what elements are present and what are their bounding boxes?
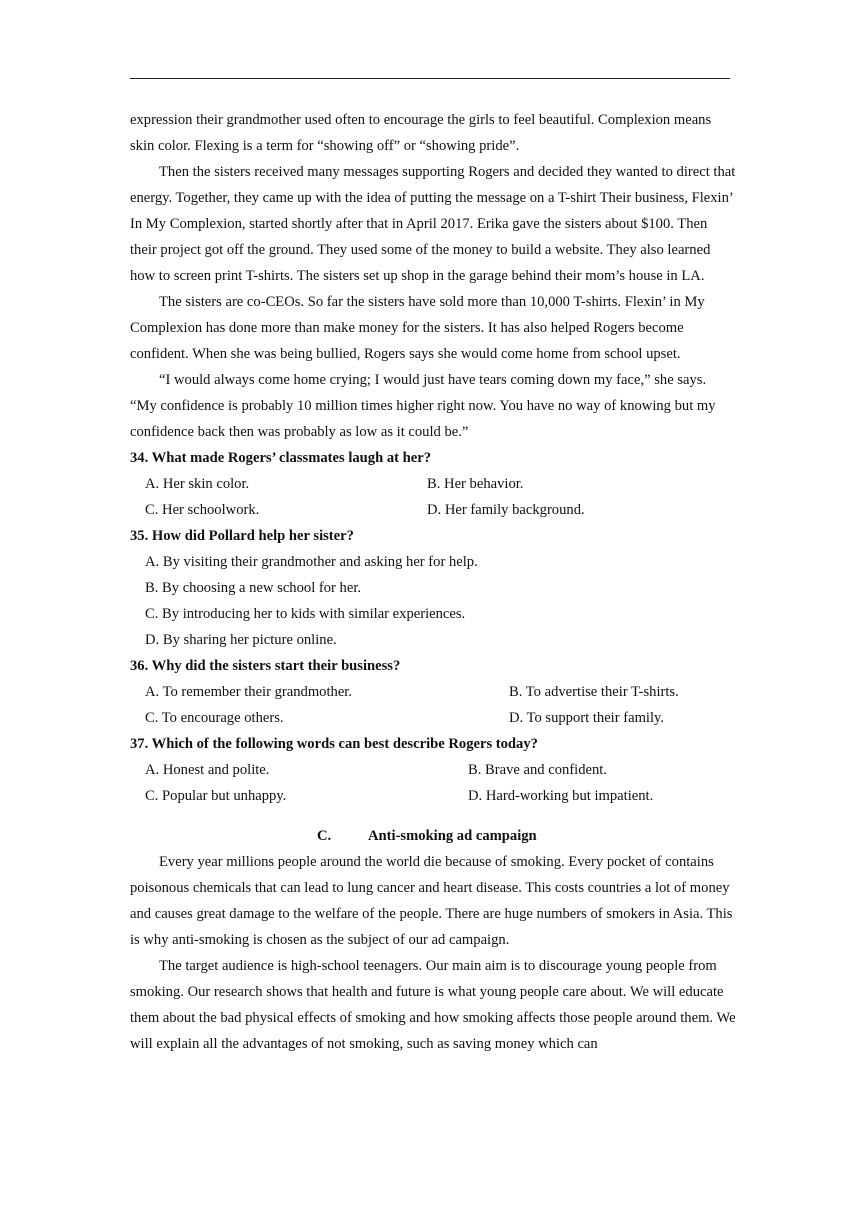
option-b: B. Brave and confident. bbox=[468, 762, 608, 778]
passage-c-paragraph-1: Every year millions people around the world die because of smoking. Every pocket of contains poisonous chemicals that can lead to lung cancer and heart disease. This costs countries a lot of money and causes great damage to the welfare of the people. There are huge numbers of smokers in Asia. This is why anti-smoking is chosen as the subject of our ad campaign. bbox=[130, 854, 733, 948]
option-d: D. Hard-working but impatient. bbox=[468, 788, 654, 804]
option-d: D. To support their family. bbox=[509, 710, 665, 726]
option-a: A. To remember their grandmother. bbox=[145, 684, 353, 700]
document-page bbox=[130, 107, 736, 1057]
question-stem: 36. Why did the sisters start their business? bbox=[130, 658, 401, 674]
option-a: A. Honest and polite. bbox=[145, 762, 270, 778]
option-c: C. By introducing her to kids with similar experiences. bbox=[145, 606, 466, 622]
passage-c-paragraph-2: The target audience is high-school teenagers. Our main aim is to discourage young people from smoking. Our research shows that health and future is what young people care about. We will educate them about the bad physical effects of smoking and how smoking affects those people around them. We will explain all the advantages of not smoking, such as saving money which can bbox=[130, 958, 736, 1052]
option-c: C. Popular but unhappy. bbox=[145, 788, 287, 804]
option-row bbox=[130, 497, 736, 523]
option-d: D. Her family background. bbox=[427, 502, 585, 518]
question-stem: 34. What made Rogers’ classmates laugh at her? bbox=[130, 450, 432, 466]
option-a: A. Her skin color. bbox=[145, 476, 250, 492]
passage-b-paragraph-2: Then the sisters received many messages supporting Rogers and decided they wanted to direct that energy. Together, they came up with the idea of putting the message on a T-shirt Their business, Flexin’ In My Complexion, started shortly after that in April 2017. Erika gave the sisters about $100. Then their project got off the ground. They used some of the money to build a website. They also learned how to screen print T-shirts. The sisters set up shop in the garage behind their mom’s house in LA. bbox=[130, 164, 736, 284]
option-d: D. By sharing her picture online. bbox=[145, 632, 337, 648]
option-c: C. Her schoolwork. bbox=[145, 502, 260, 518]
header-rule bbox=[130, 78, 730, 79]
option-row bbox=[130, 757, 736, 783]
question-35 bbox=[130, 523, 736, 653]
question-37 bbox=[130, 731, 736, 809]
option-row bbox=[130, 471, 736, 497]
option-b: B. Her behavior. bbox=[427, 476, 524, 492]
question-34 bbox=[130, 445, 736, 523]
section-letter: C. bbox=[317, 828, 332, 844]
passage-b-paragraph-1: expression their grandmother used often to encourage the girls to feel beautiful. Complexion means skin color. Flexing is a term for “showing off” or “showing pride”. bbox=[130, 112, 712, 154]
option-c: C. To encourage others. bbox=[145, 710, 284, 726]
option-a: A. By visiting their grandmother and asking her for help. bbox=[145, 554, 478, 570]
option-row bbox=[130, 783, 736, 809]
passage-b-paragraph-3: The sisters are co-CEOs. So far the sisters have sold more than 10,000 T-shirts. Flexin’ in My Complexion has done more than make money for the sisters. It has also helped Rogers become confident. When she was being bullied, Rogers says she would come home from school upset. bbox=[130, 294, 705, 362]
option-b: B. By choosing a new school for her. bbox=[145, 580, 362, 596]
question-stem: 37. Which of the following words can best describe Rogers today? bbox=[130, 736, 538, 752]
option-b: B. To advertise their T-shirts. bbox=[509, 684, 679, 700]
question-stem: 35. How did Pollard help her sister? bbox=[130, 528, 354, 544]
option-row bbox=[130, 705, 736, 731]
question-36 bbox=[130, 653, 736, 731]
section-heading bbox=[130, 823, 736, 849]
passage-b-paragraph-4: “I would always come home crying; I would just have tears coming down my face,” she says. “My confidence is probably 10 million times higher right now. You have no way of knowing but my confidence back then was probably as low as it could be.” bbox=[130, 372, 716, 440]
section-title: Anti-smoking ad campaign bbox=[368, 828, 537, 844]
option-row bbox=[130, 679, 736, 705]
